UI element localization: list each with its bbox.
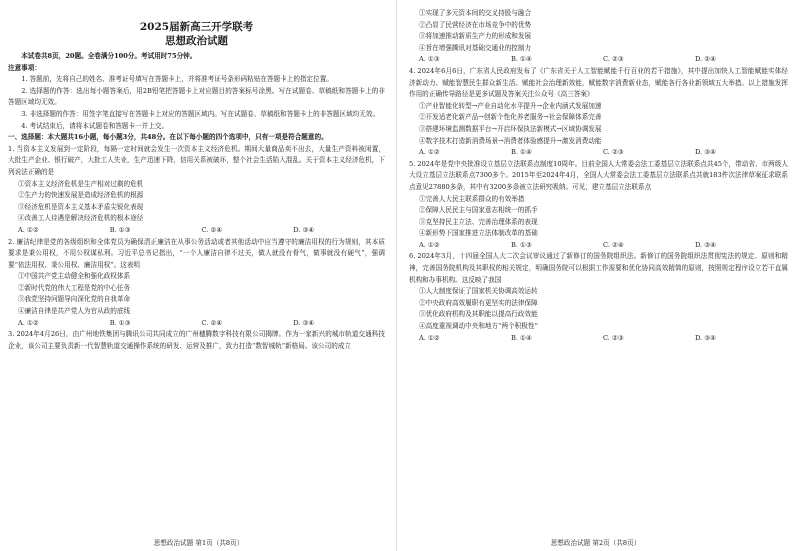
question-2-option: ③我党坚持问题导向深化党的自我革命	[18, 295, 131, 304]
question-1-stem: 1. 当资本主义发展到一定阶段，每隔一定时间就会发生一次资本主义经济危机。期间大量商品卖不出去，大量生产资料被闲置，大批生产企业、银行破产，大批工人失业，生产迅速下降，信用关系被破坏，整个社会生活陷入混乱。关于资本主义经济危机，下列说法正确的是	[8, 144, 385, 176]
choice-d: D. ③④	[695, 240, 717, 249]
question-6-option: ①人大制度保证了国家机关协调高效运转	[419, 287, 538, 296]
exam-title: 2025届新高三开学联考	[139, 21, 254, 33]
question-6-option: ③优化政府机构及其职能以提高行政效能	[419, 310, 538, 319]
question-4-option: ④数字技术打造新消费场景→消费者体验感提升→激发消费动能	[419, 136, 602, 145]
question-4-option: ①产业智能化转型→产业自动化水平提升→企业内涵式发展加速	[419, 101, 602, 110]
question-3-choices	[409, 54, 788, 66]
choice-c: C. ②③	[603, 55, 624, 64]
choice-c: C. ②③	[603, 148, 624, 157]
notice-item: 2. 选择题的作答：选出每小题答案后，用2B铅笔把答题卡上对应题目的答案标号涂黑。写在试题卷、草稿纸和答题卡上的非答题区域均无效。	[8, 86, 385, 107]
question-2-option: ②新时代党的伟大工程是党的中心任务	[18, 283, 131, 292]
question-2-choices	[8, 318, 385, 330]
choice-a: A. ①②	[18, 318, 39, 327]
notice-item: 4. 考试结束后，请将本试题卷和答题卡一并上交。	[21, 121, 169, 130]
choice-a: A. ①②	[419, 148, 440, 157]
page-2	[397, 0, 794, 551]
choice-a: A. ①②	[18, 225, 39, 234]
question-3-option: ①实现了多元资本间的交叉持股与融合	[419, 9, 532, 17]
exam-info: 本试卷共8页，20题。全卷满分100分。考试用时75分钟。	[21, 52, 197, 60]
choice-d: D. ③④	[293, 225, 315, 234]
question-1-choices	[8, 225, 385, 237]
question-2-option: ④廉洁自律是共产党人为官从政的底线	[18, 307, 131, 316]
choice-d: D. ③④	[695, 148, 717, 157]
question-5-option: ①完善人大民主联系群众的有效举措	[419, 194, 525, 203]
question-3-option: ②凸显了民营经济在市场竞争中的优势	[419, 20, 532, 29]
choice-b: B. ①③	[109, 225, 131, 234]
question-5-choices	[409, 240, 788, 252]
notice-item: 1. 答题前，先将自己的姓名、准考证号填写在答题卡上，并将准考证号条形码粘贴在答题卡上的指定位置。	[21, 75, 333, 84]
question-6-stem: 6. 2024年3月，十四届全国人大二次会议审议通过了新修订的国务院组织法。新修订的国务院组织法贯彻宪法的规定、原则和精神，完善国务院机构及其职权的相关规定，明确国务院可以根据工作需要和优化协同高效精简的原则，按照规定程序设立若干直属机构和办事机构。这反映了我国	[409, 252, 788, 284]
question-2-stem: 2. 廉洁纪律是党的各级组织和全体党员为确保清正廉洁在从事公务活动或者其他活动中应当遵守的廉洁用权的行为规则，其本质要求是秉公用权，不用公权谋私利。习近平总书记指出，“一个人廉洁自律不过关，做人就没有骨气，做事就没有硬气”，强调要“依法用权、秉公用权、廉洁用权”。这表明	[8, 237, 385, 269]
question-3-option: ③将加速推动新质生产力的形成和发展	[419, 32, 532, 41]
choice-c: C. ②④	[603, 240, 624, 249]
notice-item: 3. 非选择题的作答：用签字笔直接写在答题卡上对应的答题区域内。写在试题卷、草稿纸和答题卡上的非答题区域均无效。	[21, 109, 380, 118]
choice-c: C. ②④	[201, 225, 223, 234]
question-6-choices	[409, 333, 788, 345]
question-2-option: ①中国共产党主动健全和强化政权体系	[18, 272, 131, 281]
question-1-option: ③经济危机是资本主义基本矛盾尖锐化表现	[18, 202, 144, 211]
choice-d: D. ③④	[293, 318, 315, 327]
notice-heading: 注意事项：	[8, 63, 41, 72]
question-5-option: ④新形势下国家推进立法体制改革的基础	[419, 229, 538, 238]
choice-b: B. ①④	[511, 333, 532, 342]
section-heading: 一、选择题：本大题共16小题，每小题3分，共48分。在以下每小题的四个选项中，只有一项是符合题意的。	[8, 133, 328, 142]
question-6-option: ②中央政府高效履职有更坚实的法律保障	[419, 298, 538, 307]
question-5-stem: 5. 2024年是党中央批准设立基层立法联系点制度10周年。目前全国人大常委会法工委基层立法联系点共45个，带动省、市两级人大设立基层立法联系点7300多个。2015年至2024年4月，全国人大常委会法工委基层立法联系点共就183件次法律草案征求联系点意见27880多条，其中有3200多条被立法研究吸纳。可见，建立基层立法联系点	[409, 159, 788, 191]
question-4-option: ③搭建环境监测数据平台→开启环保执法新模式→区域协调发展	[419, 124, 602, 133]
question-1-option: ④改善工人待遇是解决经济危机的根本途径	[18, 214, 144, 223]
question-5-option: ③克坚持民主立法、完善治理体系的表现	[419, 217, 538, 226]
question-3-option: ④旨在增强腾讯对基础交通业的控制力	[419, 43, 532, 52]
page-footer: 思想政治试题 第2页（共8页）	[550, 539, 641, 547]
question-6-option: ④高度重视调动中央和地方“两个积极性”	[419, 322, 538, 331]
choice-a: A. ①②	[419, 333, 440, 342]
choice-c: C. ②④	[201, 318, 223, 327]
choice-b: B. ①④	[511, 55, 532, 64]
question-4-option: ②开发适老化新产品→创新个性化养老服务→社会保障体系完善	[419, 113, 602, 122]
choice-b: B. ①④	[511, 148, 532, 157]
question-4-stem: 4. 2024年6月6日，广东省人民政府发布了《广东省关于人工智能赋能千行百业的若干措施》，其中提出加快人工智能赋能实体经济新动力、赋能智慧民生群众新生活、赋能社会治理新效能，赋能数字消费新业态，赋能各行各业新领域五大举措。以上措施发挥作用的正确传导路径是更多试题及答案关注公众号《高三答案》	[409, 66, 788, 99]
choice-d: D. ③④	[695, 333, 717, 342]
choice-a: A. ①②	[419, 240, 440, 249]
page-footer: 思想政治试题 第1页（共8页）	[153, 539, 244, 547]
question-1-option: ②生产力的快速发展是造成经济危机的根源	[18, 191, 144, 200]
choice-b: B. ①③	[511, 240, 532, 249]
choice-b: B. ①③	[109, 318, 131, 327]
question-3-stem: 3. 2024年4月26日，由广州地铁集团与腾讯公司共同成立的广州穗腾数字科技有限公司揭牌。作为一家新兴的城市轨道交通科技企业，该公司主要负责新一代智慧轨道交通操作系统的研发、运营及推广，致力打造“数智城轨”新格局。该公司的成立	[8, 330, 385, 350]
choice-a: A. ①③	[419, 55, 440, 64]
question-5-option: ②保障人民民主与国家意志相统一的抓手	[419, 206, 538, 215]
choice-c: C. ②③	[603, 333, 624, 342]
exam-subtitle: 思想政治试题	[165, 35, 228, 47]
question-4-choices	[409, 147, 788, 159]
choice-d: D. ②④	[695, 55, 717, 64]
question-1-option: ①资本主义经济危机是生产相对过剩的危机	[18, 179, 144, 188]
